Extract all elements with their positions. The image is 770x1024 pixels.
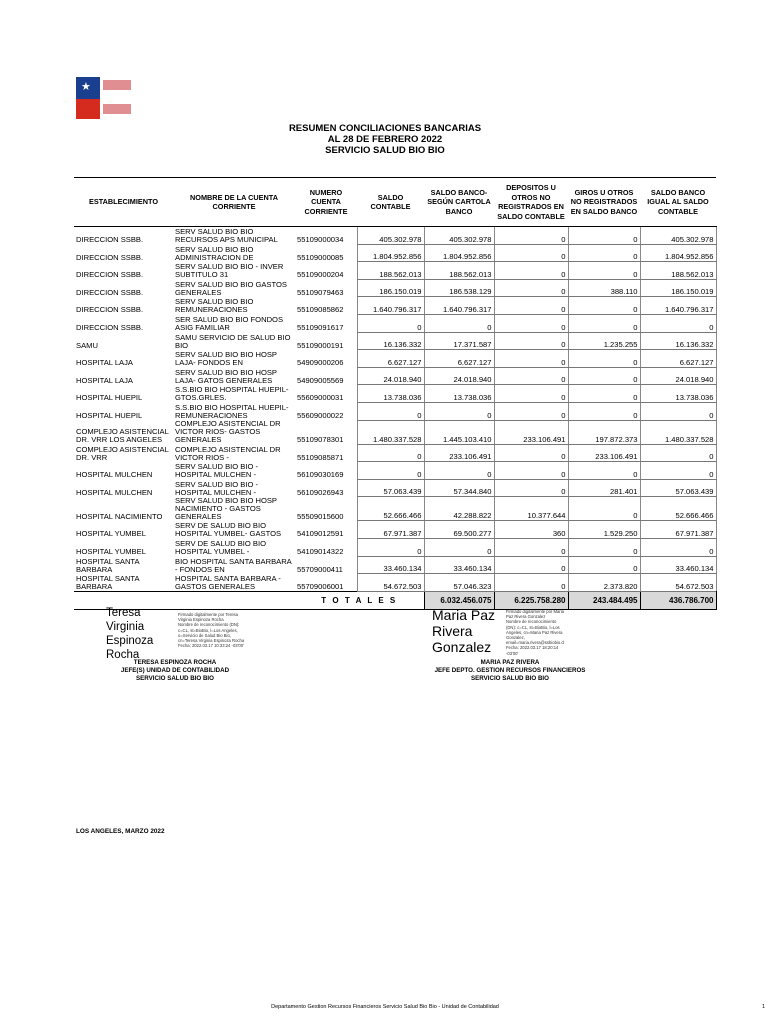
establishment-cell: COMPLEJO ASISTENCIAL DR. VRR [76, 444, 169, 462]
account-name-cell: SERV SALUD BIO BIO REMUNERACIONES [175, 297, 254, 315]
establishment-cell: HOSPITAL MULCHEN [76, 487, 153, 497]
caption-line: SERVICIO SALUD BIO BIO [136, 675, 214, 682]
saldo-banco-cell: 17.371.587 [424, 332, 494, 350]
depositos-no-registrados-cell: 0 [494, 314, 568, 332]
saldo-contable-cell: 13.738.036 [357, 385, 424, 403]
establishment-cell: SAMU [76, 340, 98, 350]
star-icon: ★ [81, 81, 91, 93]
caption-line: JEFE(S) UNIDAD DE CONTABILIDAD [120, 667, 230, 674]
table-row [74, 314, 716, 332]
giros-no-registrados-cell: 0 [568, 556, 640, 574]
account-number-cell: 55609000022 [297, 411, 344, 421]
account-name-cell: SER SALUD BIO BIO FONDOS ASIG FAMILIAR [175, 315, 284, 333]
giros-no-registrados-cell: 388.110 [568, 279, 640, 297]
account-number-cell: 54109014322 [297, 547, 344, 556]
table-row [74, 385, 716, 403]
giros-no-registrados-cell: 0 [568, 314, 640, 332]
table-row [74, 332, 716, 350]
account-number-cell: 54109012591 [297, 529, 344, 539]
saldo-banco-cell: 1.804.952.856 [424, 244, 494, 262]
account-number-cell: 55109085871 [297, 452, 344, 462]
account-number-cell: 56109026943 [297, 487, 344, 497]
giros-no-registrados-cell: 233.106.491 [568, 444, 640, 462]
saldo-contable-cell: 405.302.978 [357, 227, 424, 245]
giros-no-registrados-cell: 281.401 [568, 479, 640, 497]
account-number-cell: 55109000204 [297, 270, 344, 280]
saldo-igual-cell: 186.150.019 [640, 279, 716, 297]
saldo-banco-cell: 42.288.822 [424, 497, 494, 521]
account-number-cell: 55109000034 [297, 235, 344, 245]
account-name-cell: BIO HOSPITAL SANTA BARBARA - FONDOS EN [175, 556, 292, 574]
giros-no-registrados-cell: 1.235.255 [568, 332, 640, 350]
establishment-cell: HOSPITAL LAJA [76, 375, 133, 385]
saldo-contable-cell: 0 [357, 462, 424, 480]
saldo-igual-cell: 0 [640, 314, 716, 332]
giros-no-registrados-cell: 1.529.250 [568, 521, 640, 539]
depositos-no-registrados-cell: 0 [494, 262, 568, 280]
col-header: NUMERO CUENTA CORRIENTE [295, 178, 357, 227]
depositos-no-registrados-cell: 0 [494, 444, 568, 462]
establishment-cell: DIRECCION SSBB. [76, 235, 144, 245]
depositos-no-registrados-cell: 0 [494, 297, 568, 315]
total-value: 436.786.700 [640, 591, 716, 609]
saldo-contable-cell: 24.018.940 [357, 367, 424, 385]
saldo-igual-cell: 1.640.796.317 [640, 297, 716, 315]
signature-right-digital-note [506, 609, 596, 656]
note-line: Firmado digitalmente por Teresa [178, 612, 238, 617]
giros-no-registrados-cell: 0 [568, 350, 640, 368]
title-line: AL 28 DE FEBRERO 2022 [327, 134, 443, 145]
establishment-cell: HOSPITAL YUMBEL [76, 547, 146, 556]
account-number-cell: 55509015600 [297, 511, 344, 521]
page-number: 1 [762, 1004, 766, 1010]
account-name-cell: SAMU SERVICIO DE SALUD BIO BIO [175, 332, 291, 350]
signature-line: Rivera [432, 623, 473, 639]
signature-line: Maria Paz [432, 607, 496, 623]
saldo-banco-cell: 13.738.036 [424, 385, 494, 403]
account-number-cell: 55709000411 [297, 564, 343, 574]
account-name-cell: COMPLEJO ASISTENCIAL DR VICTOR RIOS - [175, 444, 281, 462]
saldo-banco-cell: 69.500.277 [424, 521, 494, 539]
signature-right-script [432, 607, 495, 655]
signature-line: Teresa [106, 607, 141, 619]
saldo-contable-cell: 6.627.127 [357, 350, 424, 368]
account-number-cell: 55109085862 [297, 305, 344, 315]
header-row [74, 178, 716, 227]
col-header: ESTABLECIMIENTO [74, 178, 173, 227]
saldo-igual-cell: 0 [640, 462, 716, 480]
table-body [74, 227, 716, 592]
saldo-banco-cell: 33.460.134 [424, 556, 494, 574]
account-name-cell: S.S.BIO BIO HOSPITAL HUEPIL-GTOS.GRLES. [175, 385, 289, 403]
saldo-contable-cell: 57.063.439 [357, 479, 424, 497]
giros-no-registrados-cell: 0 [568, 462, 640, 480]
saldo-banco-cell: 0 [424, 538, 494, 556]
logo-blue-block [76, 77, 100, 99]
note-line: Fecha: 2022.03.17 10:33:24 -03'00' [178, 643, 244, 649]
establishment-cell: DIRECCION SSBB. [76, 305, 144, 315]
establishment-cell: HOSPITAL NACIMIENTO [76, 511, 163, 521]
table-row [74, 297, 716, 315]
giros-no-registrados-cell: 0 [568, 402, 640, 420]
establishment-cell: HOSPITAL YUMBEL [76, 529, 146, 539]
saldo-igual-cell: 188.562.013 [640, 262, 716, 280]
note-line: -03'00' [506, 650, 519, 656]
caption-line: SERVICIO SALUD BIO BIO [471, 675, 549, 682]
caption-line: MARIA PAZ RIVERA [480, 659, 540, 666]
giros-no-registrados-cell: 0 [568, 262, 640, 280]
table-row [74, 420, 716, 444]
table-row [74, 574, 716, 592]
saldo-igual-cell: 1.804.952.856 [640, 244, 716, 262]
saldo-contable-cell: 52.666.466 [357, 497, 424, 521]
saldo-contable-cell: 16.136.332 [357, 332, 424, 350]
account-number-cell: 55109000191 [297, 340, 344, 350]
col-header: GIROS U OTROS NO REGISTRADOS EN SALDO BANCO [568, 178, 640, 227]
account-name-cell: SERV DE SALUD BIO BIO HOSPITAL YUMBEL- GASTOS [175, 521, 282, 539]
saldo-igual-cell: 67.971.387 [640, 521, 716, 539]
table-row [74, 227, 716, 245]
account-name-cell: SERV SALUD BIO BIO HOSP LAJA- GATOS GENERALES [175, 367, 277, 385]
report-title [0, 123, 770, 156]
place-date: LOS ANGELES, MARZO 2022 [76, 828, 165, 835]
saldo-contable-cell: 1.640.796.317 [357, 297, 424, 315]
title-line: RESUMEN CONCILIACIONES BANCARIAS [288, 123, 482, 134]
col-header: SALDO BANCO- SEGÚN CARTOLA BANCO [424, 178, 494, 227]
establishment-cell: DIRECCION SSBB. [76, 323, 144, 333]
account-name-cell: SERV SALUD BIO BIO - HOSPITAL MULCHEN - [175, 462, 258, 480]
note-line: Nombre de reconocimiento [506, 619, 557, 625]
saldo-banco-cell: 24.018.940 [424, 367, 494, 385]
establishment-cell: HOSPITAL SANTA BARBARA [76, 556, 140, 574]
table-row [74, 367, 716, 385]
account-name-cell: S.S.BIO BIO HOSPITAL HUEPIL-REMUNERACIONES [175, 403, 289, 421]
title-line: SERVICIO SALUD BIO BIO [325, 145, 445, 156]
depositos-no-registrados-cell: 0 [494, 402, 568, 420]
totals-row [74, 591, 716, 609]
saldo-igual-cell: 1.480.337.528 [640, 420, 716, 444]
note-line: (DN): c=CL, st=BioBio, l=Los [506, 624, 560, 630]
note-line: Angeles, cn=Maria Paz Rivera [506, 629, 563, 635]
giros-no-registrados-cell: 197.872.373 [568, 420, 640, 444]
note-line: email=maria.rivera@ssbiobio.cl [506, 640, 565, 646]
note-line: c=CL, st=BioBio, l=Los Angeles, [178, 627, 238, 633]
table-row [74, 244, 716, 262]
table-row [74, 497, 716, 521]
table-row [74, 444, 716, 462]
note-line: Fecha: 2022.03.17 18:20:14 [506, 645, 559, 651]
col-header: DEPOSITOS U OTROS NO REGISTRADOS EN SALDO CONTABLE [494, 178, 568, 227]
saldo-igual-cell: 52.666.466 [640, 497, 716, 521]
table-row [74, 350, 716, 368]
signature-line: Espinoza [106, 635, 154, 647]
note-line: cn=Teresa Virginia Espinoza Rocha [178, 638, 245, 644]
signature-line: Rocha [106, 649, 140, 661]
saldo-contable-cell: 1.480.337.528 [357, 420, 424, 444]
account-number-cell: 54909000206 [297, 358, 344, 368]
depositos-no-registrados-cell: 0 [494, 244, 568, 262]
saldo-igual-cell: 6.627.127 [640, 350, 716, 368]
col-header: SALDO BANCO IGUAL AL SALDO CONTABLE [640, 178, 716, 227]
establishment-cell: DIRECCION SSBB. [76, 252, 144, 262]
total-value: 243.484.495 [568, 591, 640, 609]
depositos-no-registrados-cell: 233.106.491 [494, 420, 568, 444]
establishment-cell: DIRECCION SSBB. [76, 270, 144, 280]
depositos-no-registrados-cell: 10.377.644 [494, 497, 568, 521]
saldo-igual-cell: 16.136.332 [640, 332, 716, 350]
saldo-contable-cell: 186.150.019 [357, 279, 424, 297]
totals-label: T O T A L E S [295, 591, 424, 609]
table-row [74, 462, 716, 480]
depositos-no-registrados-cell: 0 [494, 332, 568, 350]
logo-wordmark-bottom [103, 104, 131, 114]
page-footer: Departamento Gestion Recursos Financieros Servicio Salud Bio Bio - Unidad de Contabilidad [271, 1004, 499, 1010]
saldo-igual-cell: 0 [640, 402, 716, 420]
account-name-cell: SERV SALUD BIO BIO ADMINISTRACION DE [175, 244, 254, 262]
note-line: Gonzalez, [506, 635, 525, 641]
account-name-cell: SERV DE SALUD BIO BIO HOSPITAL YUMBEL - [175, 539, 267, 556]
depositos-no-registrados-cell: 0 [494, 385, 568, 403]
account-name-cell: SERV SALUD BIO BIO HOSP LAJA- FONDOS EN [175, 350, 277, 368]
giros-no-registrados-cell: 0 [568, 538, 640, 556]
saldo-contable-cell: 0 [357, 538, 424, 556]
col-header: NOMBRE DE LA CUENTA CORRIENTE [173, 178, 295, 227]
account-number-cell: 54909005569 [297, 375, 344, 385]
establishment-cell: COMPLEJO ASISTENCIAL DR. VRR LOS ANGELES [76, 427, 169, 445]
establishment-cell: HOSPITAL SANTA BARBARA [76, 573, 140, 591]
signature-left-digital-note [178, 612, 278, 648]
signature-left-script [106, 606, 153, 662]
saldo-igual-cell: 405.302.978 [640, 227, 716, 245]
saldo-banco-cell: 57.344.840 [424, 479, 494, 497]
giros-no-registrados-cell: 0 [568, 297, 640, 315]
total-value: 6.032.456.075 [424, 591, 494, 609]
saldo-banco-cell: 0 [424, 402, 494, 420]
saldo-banco-cell: 1.640.796.317 [424, 297, 494, 315]
caption-line: TERESA ESPINOZA ROCHA [133, 659, 217, 666]
saldo-banco-cell: 0 [424, 314, 494, 332]
account-number-cell: 55109079463 [297, 287, 344, 297]
gobierno-logo [76, 77, 132, 121]
saldo-banco-cell: 186.538.129 [424, 279, 494, 297]
account-number-cell: 55609000031 [297, 393, 344, 403]
saldo-igual-cell: 33.460.134 [640, 556, 716, 574]
establishment-cell: HOSPITAL LAJA [76, 358, 133, 368]
saldo-igual-cell: 54.672.503 [640, 574, 716, 592]
col-header: SALDO CONTABLE [357, 178, 424, 227]
saldo-contable-cell: 0 [357, 444, 424, 462]
establishment-cell: HOSPITAL HUEPIL [76, 411, 143, 421]
saldo-contable-cell: 33.460.134 [357, 556, 424, 574]
table-row [74, 556, 716, 574]
giros-no-registrados-cell: 0 [568, 385, 640, 403]
account-number-cell: 55109078301 [297, 435, 344, 445]
note-line: Firmado digitalmente por Maria [506, 609, 564, 614]
saldo-contable-cell: 67.971.387 [357, 521, 424, 539]
saldo-banco-cell: 233.106.491 [424, 444, 494, 462]
account-number-cell: 55109000085 [297, 252, 344, 262]
saldo-banco-cell: 0 [424, 462, 494, 480]
saldo-banco-cell: 1.445.103.410 [424, 420, 494, 444]
saldo-igual-cell: 57.063.439 [640, 479, 716, 497]
saldo-igual-cell: 0 [640, 538, 716, 556]
giros-no-registrados-cell: 0 [568, 244, 640, 262]
table-row [74, 262, 716, 280]
table-row [74, 402, 716, 420]
signature-left-caption [100, 659, 250, 683]
saldo-contable-cell: 0 [357, 314, 424, 332]
depositos-no-registrados-cell: 0 [494, 227, 568, 245]
depositos-no-registrados-cell: 0 [494, 574, 568, 592]
saldo-contable-cell: 0 [357, 402, 424, 420]
account-name-cell: SERV SALUD BIO BIO HOSP NACIMIENTO - GASTOS GENERALES [175, 496, 277, 521]
table-row [74, 521, 716, 539]
depositos-no-registrados-cell: 0 [494, 462, 568, 480]
table-row [74, 279, 716, 297]
saldo-contable-cell: 1.804.952.856 [357, 244, 424, 262]
total-value: 6.225.758.280 [494, 591, 568, 609]
giros-no-registrados-cell: 0 [568, 367, 640, 385]
depositos-no-registrados-cell: 0 [494, 556, 568, 574]
depositos-no-registrados-cell: 0 [494, 350, 568, 368]
account-name-cell: HOSPITAL SANTA BARBARA - GASTOS GENERALES [175, 573, 281, 591]
depositos-no-registrados-cell: 0 [494, 479, 568, 497]
logo-wordmark-top [103, 80, 131, 90]
account-number-cell: 55709006001 [297, 581, 344, 591]
signature-line: Virginia [106, 621, 145, 633]
account-number-cell: 56109030169 [297, 470, 344, 480]
table-row [74, 538, 716, 556]
note-line: Paz Rivera Gonzalez [506, 614, 546, 620]
saldo-banco-cell: 405.302.978 [424, 227, 494, 245]
table-row [74, 479, 716, 497]
note-line: Nombre de reconocimiento (DN): [178, 622, 240, 628]
account-name-cell: SERV SALUD BIO BIO - HOSPITAL MULCHEN - [175, 479, 258, 497]
saldo-igual-cell: 24.018.940 [640, 367, 716, 385]
logo-red-block [76, 99, 100, 119]
saldo-banco-cell: 57.046.323 [424, 574, 494, 592]
saldo-igual-cell: 0 [640, 444, 716, 462]
note-line: Virginia Espinoza Rocha [178, 617, 224, 623]
establishment-cell: HOSPITAL MULCHEN [76, 470, 153, 480]
giros-no-registrados-cell: 0 [568, 227, 640, 245]
saldo-contable-cell: 188.562.013 [357, 262, 424, 280]
saldo-banco-cell: 188.562.013 [424, 262, 494, 280]
establishment-cell: DIRECCION SSBB. [76, 287, 144, 297]
account-number-cell: 55109091617 [297, 323, 344, 333]
depositos-no-registrados-cell: 0 [494, 367, 568, 385]
establishment-cell: HOSPITAL HUEPIL [76, 393, 143, 403]
reconciliation-table [74, 177, 717, 610]
depositos-no-registrados-cell: 360 [494, 521, 568, 539]
account-name-cell: SERV SALUD BIO BIO RECURSOS APS MUNICIPAL [175, 227, 278, 245]
signature-right-caption [400, 659, 620, 683]
depositos-no-registrados-cell: 0 [494, 538, 568, 556]
signature-line: Gonzalez [432, 639, 492, 655]
saldo-contable-cell: 54.672.503 [357, 574, 424, 592]
account-name-cell: SERV SALUD BIO BIO GASTOS GENERALES [175, 279, 287, 297]
account-name-cell: SERV SALUD BIO BIO - INVER SUBTITULO 31 [175, 262, 284, 280]
depositos-no-registrados-cell: 0 [494, 279, 568, 297]
note-line: o=Servicio de Salud Bio Bio, [178, 632, 231, 638]
account-name-cell: COMPLEJO ASISTENCIAL DR VICTOR RIOS- GASTOS GENERALES [175, 420, 281, 445]
saldo-igual-cell: 13.738.036 [640, 385, 716, 403]
caption-line: JEFE DEPTO. GESTION RECURSOS FINANCIEROS [434, 667, 586, 674]
saldo-banco-cell: 6.627.127 [424, 350, 494, 368]
giros-no-registrados-cell: 0 [568, 497, 640, 521]
giros-no-registrados-cell: 2.373.820 [568, 574, 640, 592]
